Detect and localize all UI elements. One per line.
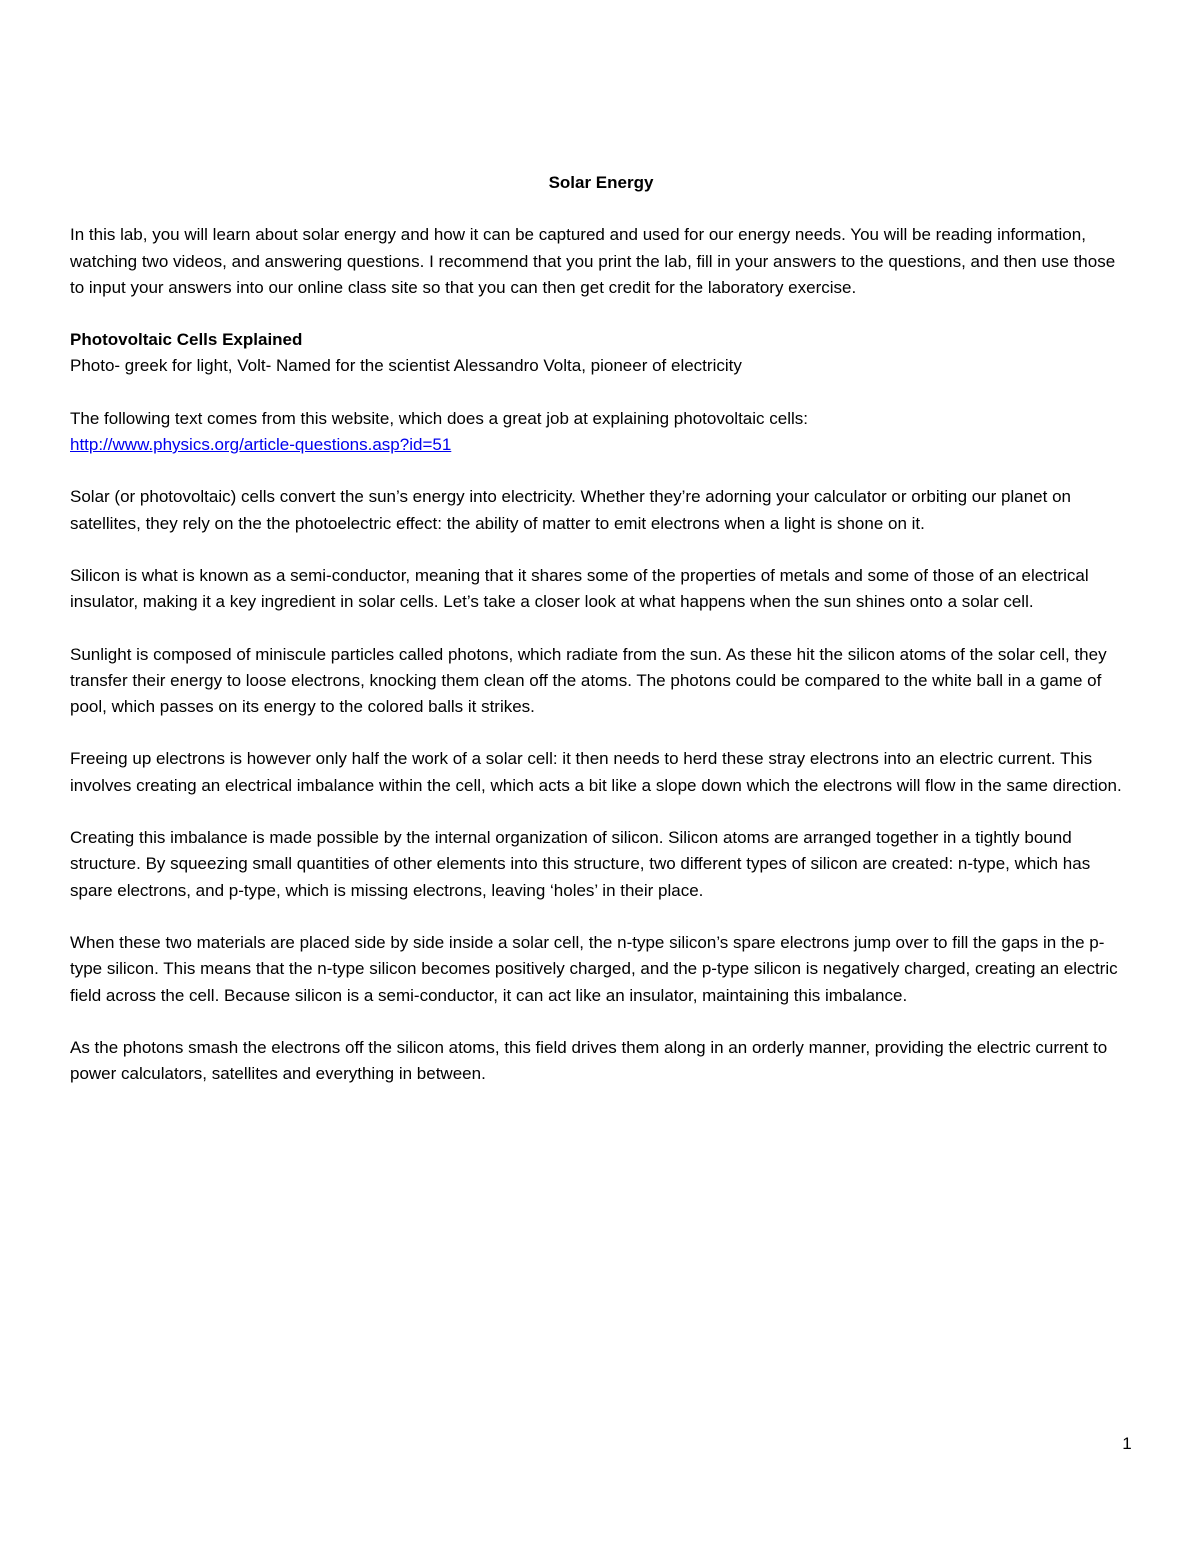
body-paragraph: Solar (or photovoltaic) cells convert the sun’s energy into electricity. Whether they’re adorning your calculator or orbiting our planet on satellites, they rely on the the photoelectric effect: the ability of matter to emit electrons when a light is shone on it.	[70, 487, 1071, 533]
intro-paragraph: In this lab, you will learn about solar energy and how it can be captured and used for our energy needs. You will be reading information, watching two videos, and answering questions. I recommend that you print the lab, fill in your answers to the questions, and then use those to input your answers into our online class site so that you can then get credit for the laboratory exercise.	[70, 225, 1116, 297]
source-link[interactable]: http://www.physics.org/article-questions.asp?id=51	[70, 435, 452, 455]
source-block	[70, 406, 1132, 459]
body-paragraph: Freeing up electrons is however only half the work of a solar cell: it then needs to herd these stray electrons into an electric current. This involves creating an electrical imbalance within the cell, which acts a bit like a slope down which the electrons will flow in the same direction.	[70, 749, 1122, 795]
body-paragraph: Sunlight is composed of miniscule particles called photons, which radiate from the sun. As these hit the silicon atoms of the solar cell, they transfer their energy to loose electrons, knocking them clean off the atoms. The photons could be compared to the white ball in a game of pool, which passes on its energy to the colored balls it strikes.	[70, 644, 1107, 717]
etymology-line: Photo- greek for light, Volt- Named for the scientist Alessandro Volta, pioneer of electricity	[70, 356, 742, 376]
body-paragraph: As the photons smash the electrons off the silicon atoms, this field drives them along in an orderly manner, providing the electric current to power calculators, satellites and everything in between.	[70, 1037, 1108, 1084]
body-paragraph: Silicon is what is known as a semi-conductor, meaning that it shares some of the properties of metals and some of those of an electrical insulator, making it a key ingredient in solar cells. Let’s take a closer look at what happens when the sun shines onto a solar cell.	[70, 565, 1089, 612]
section-block	[70, 327, 1132, 380]
section-heading: Photovoltaic Cells Explained	[70, 330, 303, 350]
body-paragraph: Creating this imbalance is made possible by the internal organization of silicon. Silicon atoms are arranged together in a tightly bound structure. By squeezing small quantities of other elements into this structure, two different types of silicon are created: n-type, which has spare electrons, and p-type, which is missing electrons, leaving ‘holes’ in their place.	[70, 828, 1091, 900]
document-title: Solar Energy	[548, 173, 654, 192]
source-text: The following text comes from this website, which does a great job at explaining photovoltaic cells:	[70, 408, 808, 428]
body-paragraph: When these two materials are placed side by side inside a solar cell, the n-type silicon’s spare electrons jump over to fill the gaps in the p-type silicon. This means that the n-type silicon becomes positively charged, and the p-type silicon is negatively charged, creating an electric field across the cell. Because silicon is a semi-conductor, it can act like an insulator, maintaining this imbalance.	[70, 932, 1118, 1005]
document-body	[70, 170, 1132, 1113]
page-number: 1	[1122, 1434, 1132, 1453]
